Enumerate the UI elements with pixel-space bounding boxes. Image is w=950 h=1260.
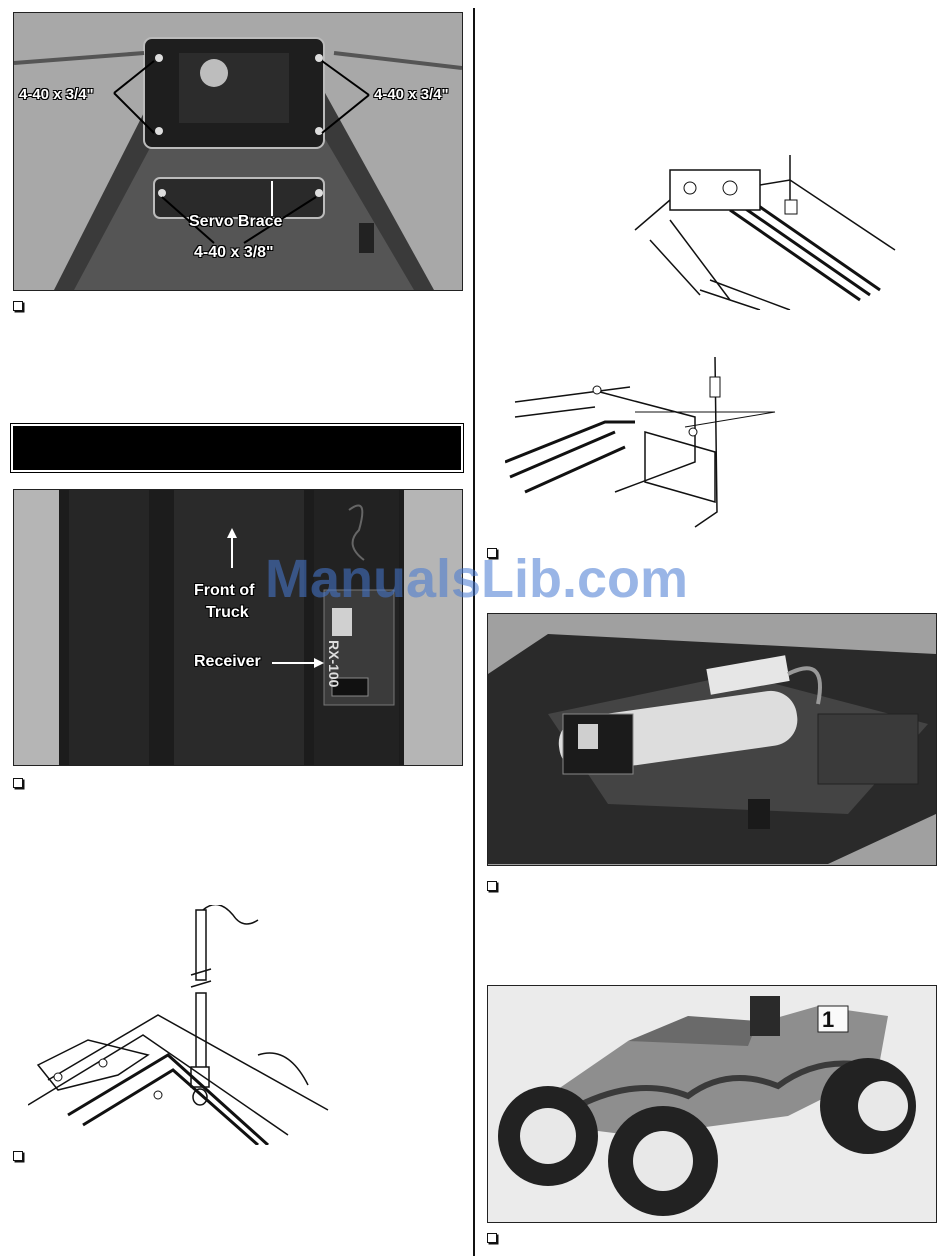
- callout-front-of-truck-line2: Truck: [206, 604, 249, 621]
- column-divider: [473, 8, 475, 1256]
- step-checkbox[interactable]: [487, 1233, 497, 1243]
- step-checkbox[interactable]: [13, 1151, 23, 1161]
- callout-receiver: Receiver: [194, 653, 261, 670]
- battery-hold-down-diagram-top: [630, 150, 900, 310]
- section-header-bar: [13, 426, 461, 470]
- callout-servo-brace: Servo Brace: [189, 213, 283, 230]
- battery-hold-down-diagram-bottom-art: [505, 352, 785, 537]
- battery-installed-photo-art: [488, 614, 936, 865]
- antenna-diagram: [28, 905, 338, 1145]
- callout-front-of-truck-line1: Front of: [194, 582, 255, 599]
- callout-screw-top-left: 4-40 x 3/4": [19, 86, 94, 103]
- truck-number-plate: 1: [822, 1007, 835, 1032]
- step-checkbox[interactable]: [487, 881, 497, 891]
- antenna-diagram-art: [28, 905, 338, 1145]
- step-checkbox[interactable]: [13, 301, 23, 311]
- callout-screw-top-right: 4-40 x 3/4": [374, 86, 449, 103]
- receiver-model-label: RX-100: [326, 640, 342, 688]
- receiver-photo: [13, 489, 463, 766]
- step-checkbox[interactable]: [13, 778, 23, 788]
- battery-hold-down-diagram-top-art: [630, 150, 900, 310]
- watermark: ManualsLib.com: [265, 549, 689, 609]
- callout-screw-bottom: 4-40 x 3/8": [194, 244, 274, 261]
- battery-installed-photo: [487, 613, 937, 866]
- receiver-photo-art: [14, 490, 462, 765]
- battery-hold-down-diagram-bottom: [505, 352, 785, 537]
- finished-truck-photo: [487, 985, 937, 1223]
- finished-truck-photo-art: [488, 986, 936, 1222]
- servo-brace-photo: [13, 12, 463, 291]
